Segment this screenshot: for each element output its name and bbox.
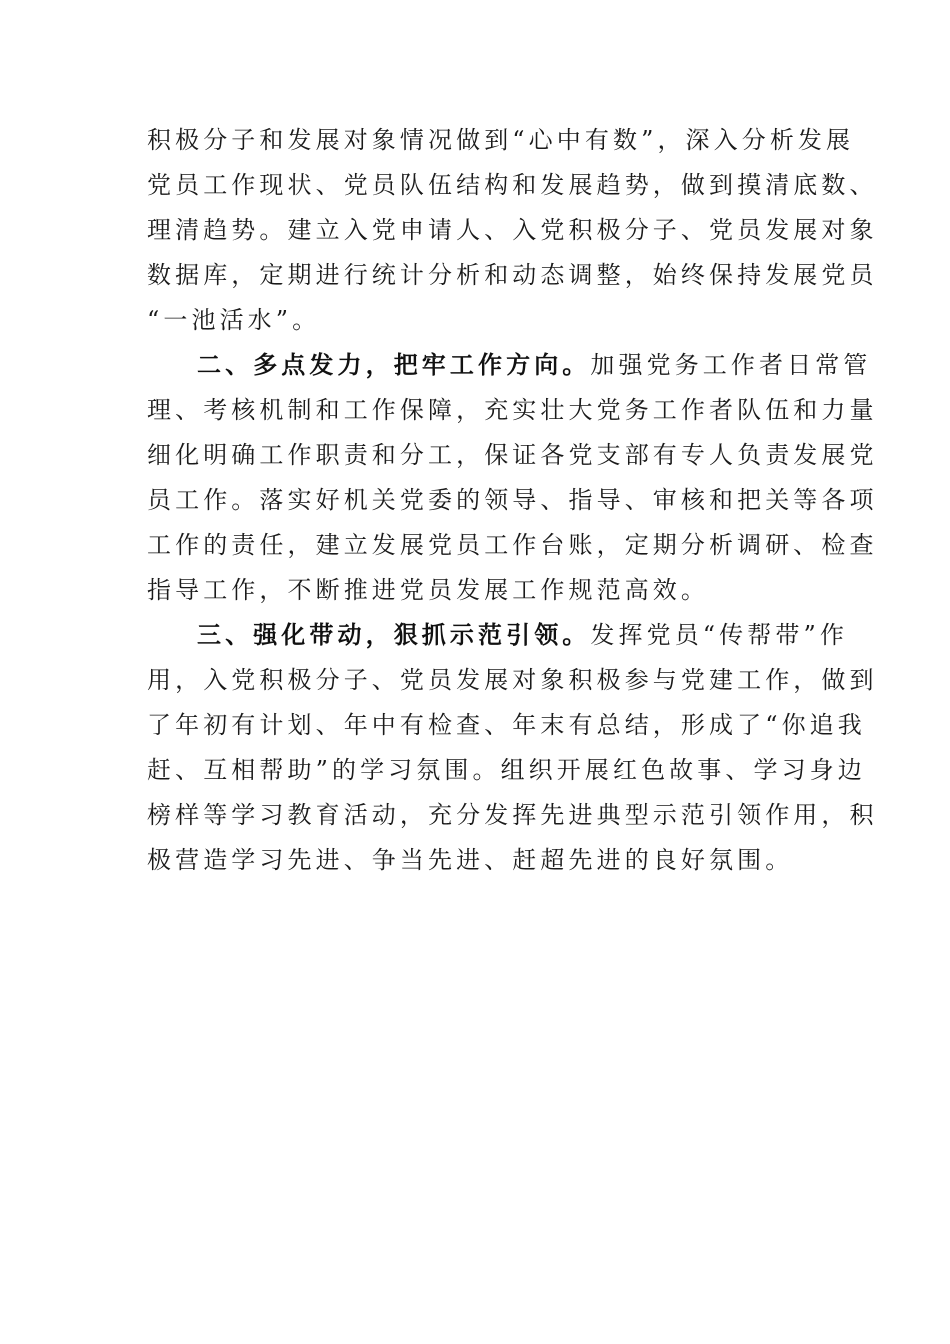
paragraph-line: 赶、互相帮助”的学习氛围。组织开展红色故事、学习身边 [147,756,866,784]
paragraph-text: 发挥党员“传帮带”作 [590,621,848,649]
paragraph-2 [147,343,878,613]
paragraph-text: 加强党务工作者日常管 [590,351,872,379]
paragraph-line: 极营造学习先进、争当先进、赶超先进的良好氛围。 [147,846,794,874]
paragraph-line: 细化明确工作职责和分工，保证各党支部有专人负责发展党 [147,441,878,469]
paragraph-line: 理、考核机制和工作保障，充实壮大党务工作者队伍和力量 [147,396,878,424]
paragraph-first-line [147,343,872,388]
paragraph-line: 用，入党积极分子、党员发展对象积极参与党建工作，做到 [147,666,878,694]
paragraph-first-line [147,613,848,658]
paragraph-1 [147,118,878,343]
document-body [147,118,878,883]
section-heading: 二、多点发力，把牢工作方向。 [197,351,591,379]
paragraph-line: 指导工作，不断推进党员发展工作规范高效。 [147,576,709,604]
paragraph-line: 理清趋势。建立入党申请人、入党积极分子、党员发展对象 [147,216,878,244]
paragraph-line: 了年初有计划、年中有检查、年末有总结，形成了“你追我 [147,711,866,739]
paragraph-line: 员工作。落实好机关党委的领导、指导、审核和把关等各项 [147,486,878,514]
paragraph-line: 工作的责任，建立发展党员工作台账，定期分析调研、检查 [147,531,878,559]
paragraph-line: “一池活水”。 [147,306,321,334]
paragraph-line: 数据库，定期进行统计分析和动态调整，始终保持发展党员 [147,261,878,289]
paragraph-3 [147,613,878,883]
paragraph-line: 榜样等学习教育活动，充分发挥先进典型示范引领作用，积 [147,801,878,829]
paragraph-line: 积极分子和发展对象情况做到“心中有数”，深入分析发展 [147,126,855,154]
section-heading: 三、强化带动，狠抓示范引领。 [197,621,591,649]
paragraph-line: 党员工作现状、党员队伍结构和发展趋势，做到摸清底数、 [147,171,878,199]
